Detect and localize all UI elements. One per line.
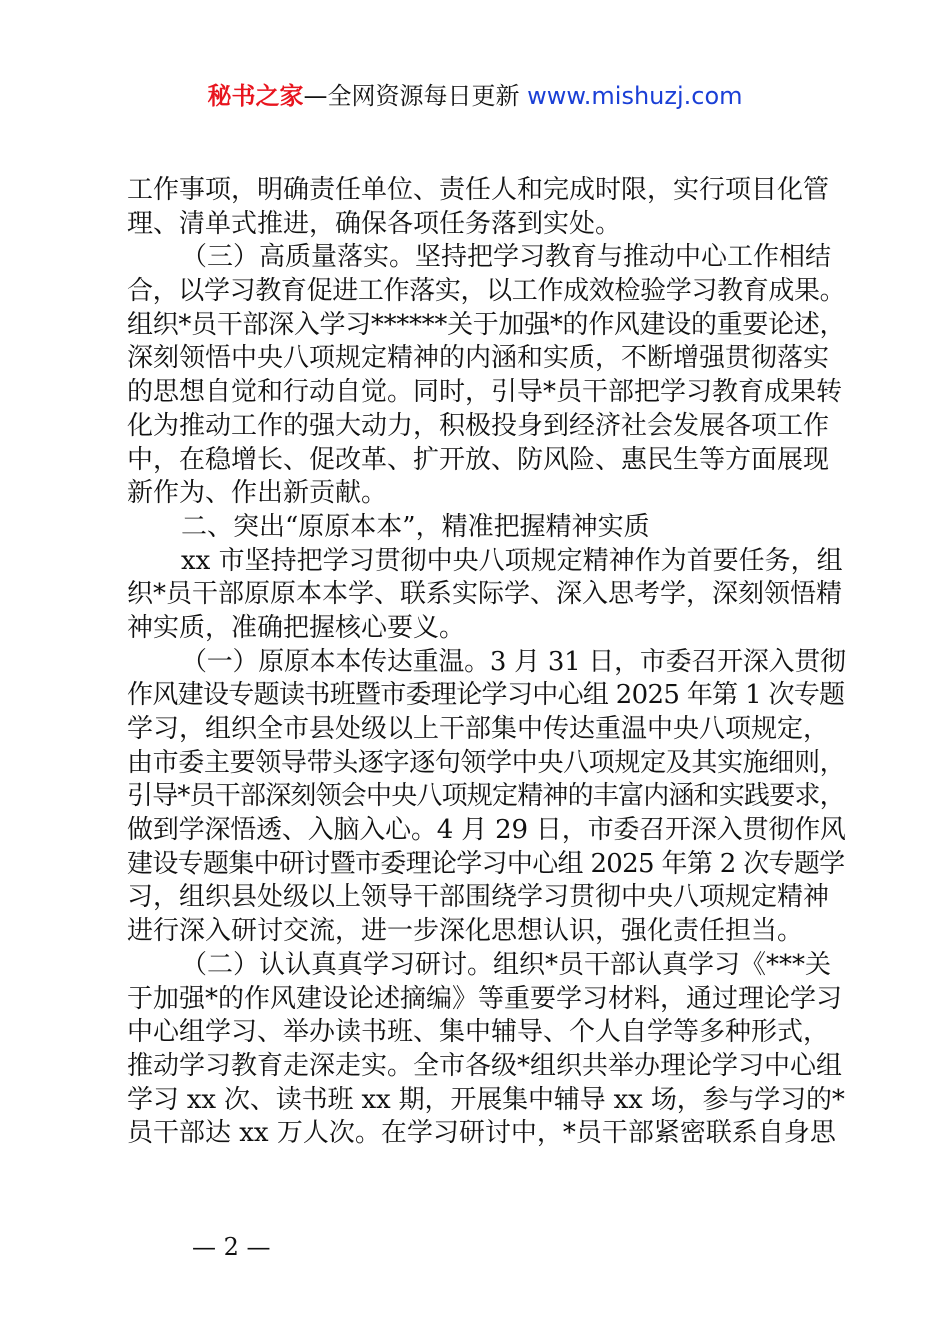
text-line: 做到学深悟透、入脑入心。4 月 29 日，市委召开深入贯彻作风 [127, 815, 846, 846]
page-number: — 2 — [192, 1233, 271, 1261]
text-line: 引导*员干部深刻领会中央八项规定精神的丰富内涵和实践要求， [127, 781, 845, 812]
brand-name: 秘书之家 [207, 82, 304, 110]
text-line: 工作事项，明确责任单位、责任人和完成时限，实行项目化管 [127, 175, 830, 205]
text-line: 理、清单式推进，确保各项任务落到实处。 [127, 208, 622, 239]
text-line: 员干部达 xx 万人次。在学习研讨中，*员干部紧密联系自身思 [127, 1118, 836, 1149]
text-line: 于加强*的作风建设论述摘编》等重要学习材料，通过理论学习 [127, 983, 843, 1014]
text-line: 深刻领悟中央八项规定精神的内涵和实质，不断增强贯彻落实 [127, 343, 830, 374]
text-line: 学习，组织全市县处级以上干部集中传达重温中央八项规定， [127, 714, 830, 744]
text-line: 中心组学习、举办读书班、集中辅导、个人自学等多种形式， [127, 1017, 830, 1048]
text-line: 二、突出“原原本本”，精准把握精神实质 [181, 511, 650, 542]
text-line: 习，组织县处级以上领导干部围绕学习贯彻中央八项规定精神 [127, 882, 830, 913]
text-line: 新作为、作出新贡献。 [127, 478, 388, 509]
text-line: 作风建设专题读书班暨市委理论学习中心组 2025 年第 1 次专题 [127, 680, 845, 711]
banner-url[interactable]: www.mishuzj.com [527, 82, 743, 110]
site-banner [0, 80, 950, 112]
text-line: 的思想自觉和行动自觉。同时，引导*员干部把学习教育成果转 [127, 377, 843, 408]
text-line: xx 市坚持把学习贯彻中央八项规定精神作为首要任务，组 [181, 545, 843, 576]
text-line: 推动学习教育走深走实。全市各级*组织共举办理论学习中心组 [127, 1050, 843, 1081]
text-line: （三）高质量落实。坚持把学习教育与推动中心工作相结 [181, 242, 832, 273]
banner-tagline: —全网资源每日更新 [303, 82, 528, 110]
text-line: 合，以学习教育促进工作落实，以工作成效检验学习教育成果。 [127, 276, 846, 307]
text-line: 中，在稳增长、促改革、扩开放、防风险、惠民生等方面展现 [127, 444, 830, 475]
text-line: （一）原原本本传达重温。3 月 31 日，市委召开深入贯彻 [181, 646, 846, 677]
text-line: 神实质，准确把握核心要义。 [127, 612, 466, 643]
text-line: 建设专题集中研讨暨市委理论学习中心组 2025 年第 2 次专题学 [127, 848, 845, 879]
text-line: （二）认认真真学习研讨。组织*员干部认真学习《***关 [181, 949, 832, 980]
text-line: 织*员干部原原本本学、联系实际学、深入思考学，深刻领悟精 [127, 579, 843, 610]
document-body [127, 174, 847, 1151]
text-line: 化为推动工作的强大动力，积极投身到经济社会发展各项工作 [127, 410, 830, 441]
text-line: 学习 xx 次、读书班 xx 期，开展集中辅导 xx 场，参与学习的* [127, 1084, 845, 1115]
text-line: 进行深入研讨交流，进一步深化思想认识，强化责任担当。 [127, 916, 804, 947]
text-line: 由市委主要领导带头逐字逐句领学中央八项规定及其实施细则， [127, 747, 846, 778]
text-line: 组织*员干部深入学习******关于加强*的作风建设的重要论述， [127, 309, 846, 340]
